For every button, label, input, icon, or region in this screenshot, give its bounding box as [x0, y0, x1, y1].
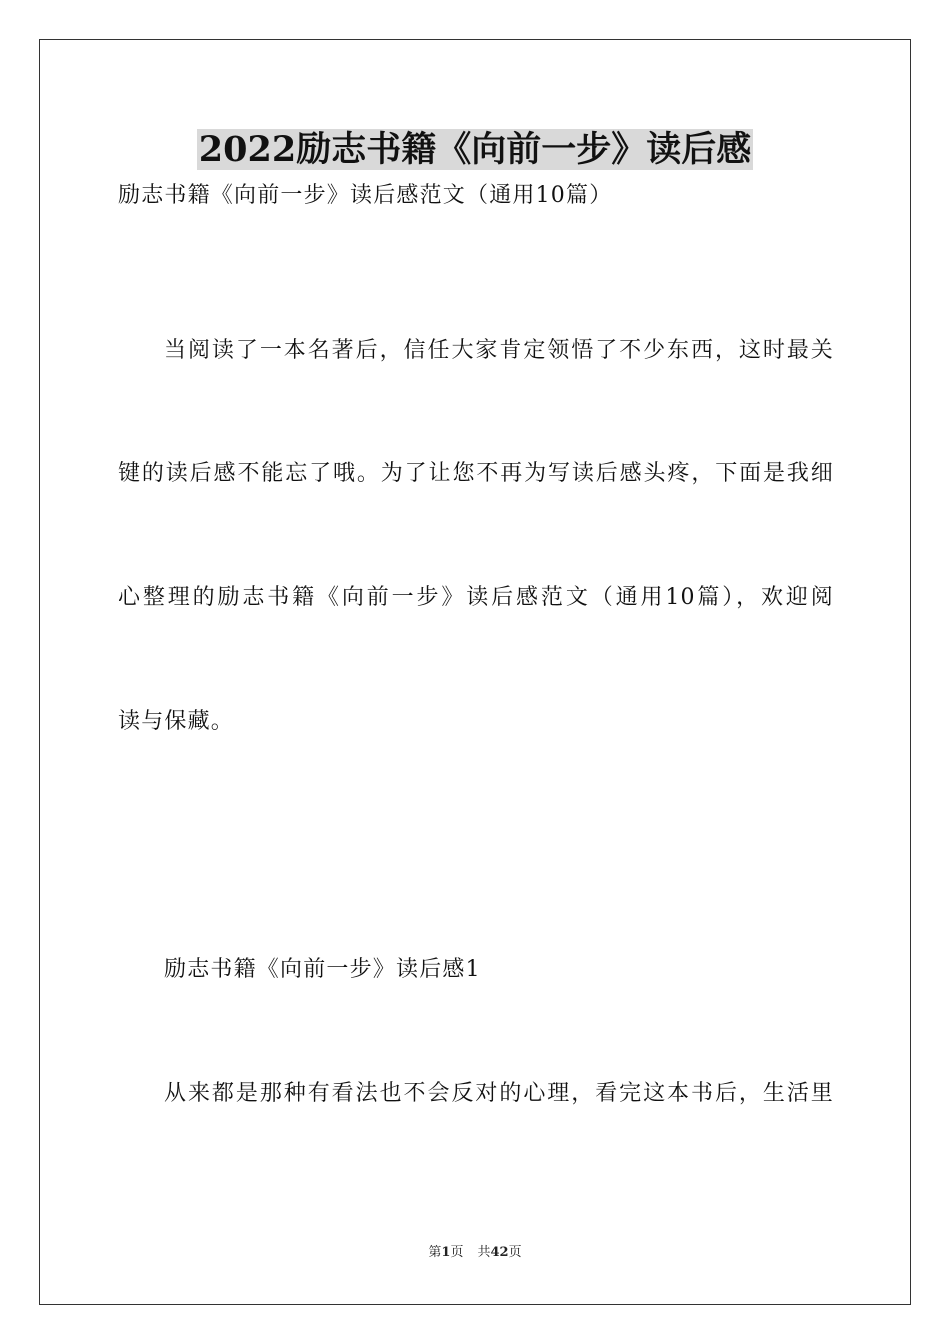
- intro-line-3: 心整理的励志书籍《向前一步》读后感范文（通用10篇），欢迎阅: [118, 585, 834, 610]
- footer-total-prefix: 共: [477, 1245, 491, 1260]
- page-frame: [39, 39, 911, 1305]
- intro-line-1: 当阅读了一本名著后，信任大家肯定领悟了不少东西，这时最关: [164, 338, 834, 363]
- section-heading: 励志书籍《向前一步》读后感1: [164, 957, 481, 982]
- document-title-text: 2022励志书籍《向前一步》读后感: [198, 129, 752, 170]
- section-line-1: 从来都是那种有看法也不会反对的心理，看完这本书后，生活里: [164, 1081, 834, 1106]
- footer-total-pages: 42: [490, 1245, 509, 1260]
- intro-line-2: 键的读后感不能忘了哦。为了让您不再为写读后感头疼，下面是我细: [118, 461, 834, 486]
- footer-total-unit: 页: [508, 1245, 522, 1260]
- footer-prefix: 第: [428, 1245, 442, 1260]
- document-subtitle: 励志书籍《向前一步》读后感范文（通用10篇）: [118, 183, 613, 208]
- footer-page-number: 1: [441, 1245, 451, 1260]
- page-footer: [0, 1244, 950, 1262]
- footer-page-unit: 页: [450, 1245, 464, 1260]
- intro-line-4: 读与保藏。: [118, 709, 235, 734]
- document-title: [0, 128, 950, 172]
